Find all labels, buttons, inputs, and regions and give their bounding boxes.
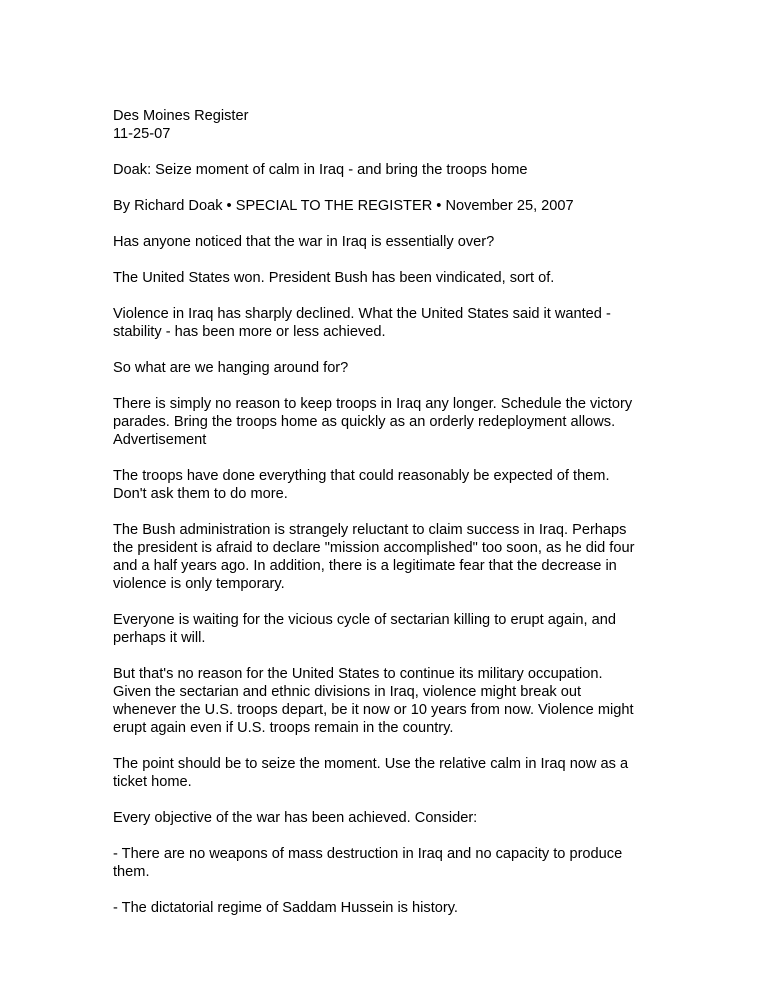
paragraph-5-line-2: parades. Bring the troops home as quickly as an orderly redeployment allows. <box>113 414 616 430</box>
advertisement-label: Advertisement <box>113 432 207 448</box>
publication-header <box>113 107 673 143</box>
paragraph-6 <box>113 467 673 503</box>
paragraph-12-line-2: them. <box>113 864 150 880</box>
paragraph-9 <box>113 665 673 737</box>
article-byline: By Richard Doak • SPECIAL TO THE REGISTER • November 25, 2007 <box>113 198 574 214</box>
paragraph-9-line-4: erupt again even if U.S. troops remain in the country. <box>113 720 454 736</box>
paragraph-7-line-4: violence is only temporary. <box>113 576 285 592</box>
document-page <box>113 107 673 935</box>
paragraph-10 <box>113 755 673 791</box>
paragraph-3 <box>113 305 673 341</box>
paragraph-8-line-1: Everyone is waiting for the vicious cycle of sectarian killing to erupt again, and <box>113 612 616 628</box>
paragraph-1: Has anyone noticed that the war in Iraq is essentially over? <box>113 234 495 250</box>
paragraph-7 <box>113 521 673 593</box>
paragraph-3-line-2: stability - has been more or less achieved. <box>113 324 386 340</box>
paragraph-8 <box>113 611 673 647</box>
paragraph-2: The United States won. President Bush has been vindicated, sort of. <box>113 270 555 286</box>
paragraph-10-line-1: The point should be to seize the moment. Use the relative calm in Iraq now as a <box>113 756 629 772</box>
paragraph-5-line-1: There is simply no reason to keep troops in Iraq any longer. Schedule the victory <box>113 396 633 412</box>
paragraph-13: - The dictatorial regime of Saddam Hussein is history. <box>113 900 458 916</box>
paragraph-3-line-1: Violence in Iraq has sharply declined. What the United States said it wanted - <box>113 306 611 322</box>
paragraph-11: Every objective of the war has been achieved. Consider: <box>113 810 478 826</box>
paragraph-9-line-3: whenever the U.S. troops depart, be it now or 10 years from now. Violence might <box>113 702 634 718</box>
paragraph-8-line-2: perhaps it will. <box>113 630 206 646</box>
paragraph-6-line-2: Don't ask them to do more. <box>113 486 288 502</box>
paragraph-6-line-1: The troops have done everything that could reasonably be expected of them. <box>113 468 610 484</box>
paragraph-12-line-1: - There are no weapons of mass destruction in Iraq and no capacity to produce <box>113 846 623 862</box>
paragraph-7-line-1: The Bush administration is strangely reluctant to claim success in Iraq. Perhaps <box>113 522 627 538</box>
paragraph-9-line-2: Given the sectarian and ethnic divisions in Iraq, violence might break out <box>113 684 582 700</box>
paragraph-5 <box>113 395 673 449</box>
publication-name: Des Moines Register <box>113 108 249 124</box>
paragraph-7-line-2: the president is afraid to declare "mission accomplished" too soon, as he did four <box>113 540 635 556</box>
article-headline: Doak: Seize moment of calm in Iraq - and bring the troops home <box>113 162 528 178</box>
publication-date: 11-25-07 <box>113 126 171 142</box>
paragraph-4: So what are we hanging around for? <box>113 360 349 376</box>
paragraph-9-line-1: But that's no reason for the United States to continue its military occupation. <box>113 666 603 682</box>
paragraph-7-line-3: and a half years ago. In addition, there is a legitimate fear that the decrease in <box>113 558 617 574</box>
paragraph-10-line-2: ticket home. <box>113 774 192 790</box>
paragraph-12 <box>113 845 673 881</box>
